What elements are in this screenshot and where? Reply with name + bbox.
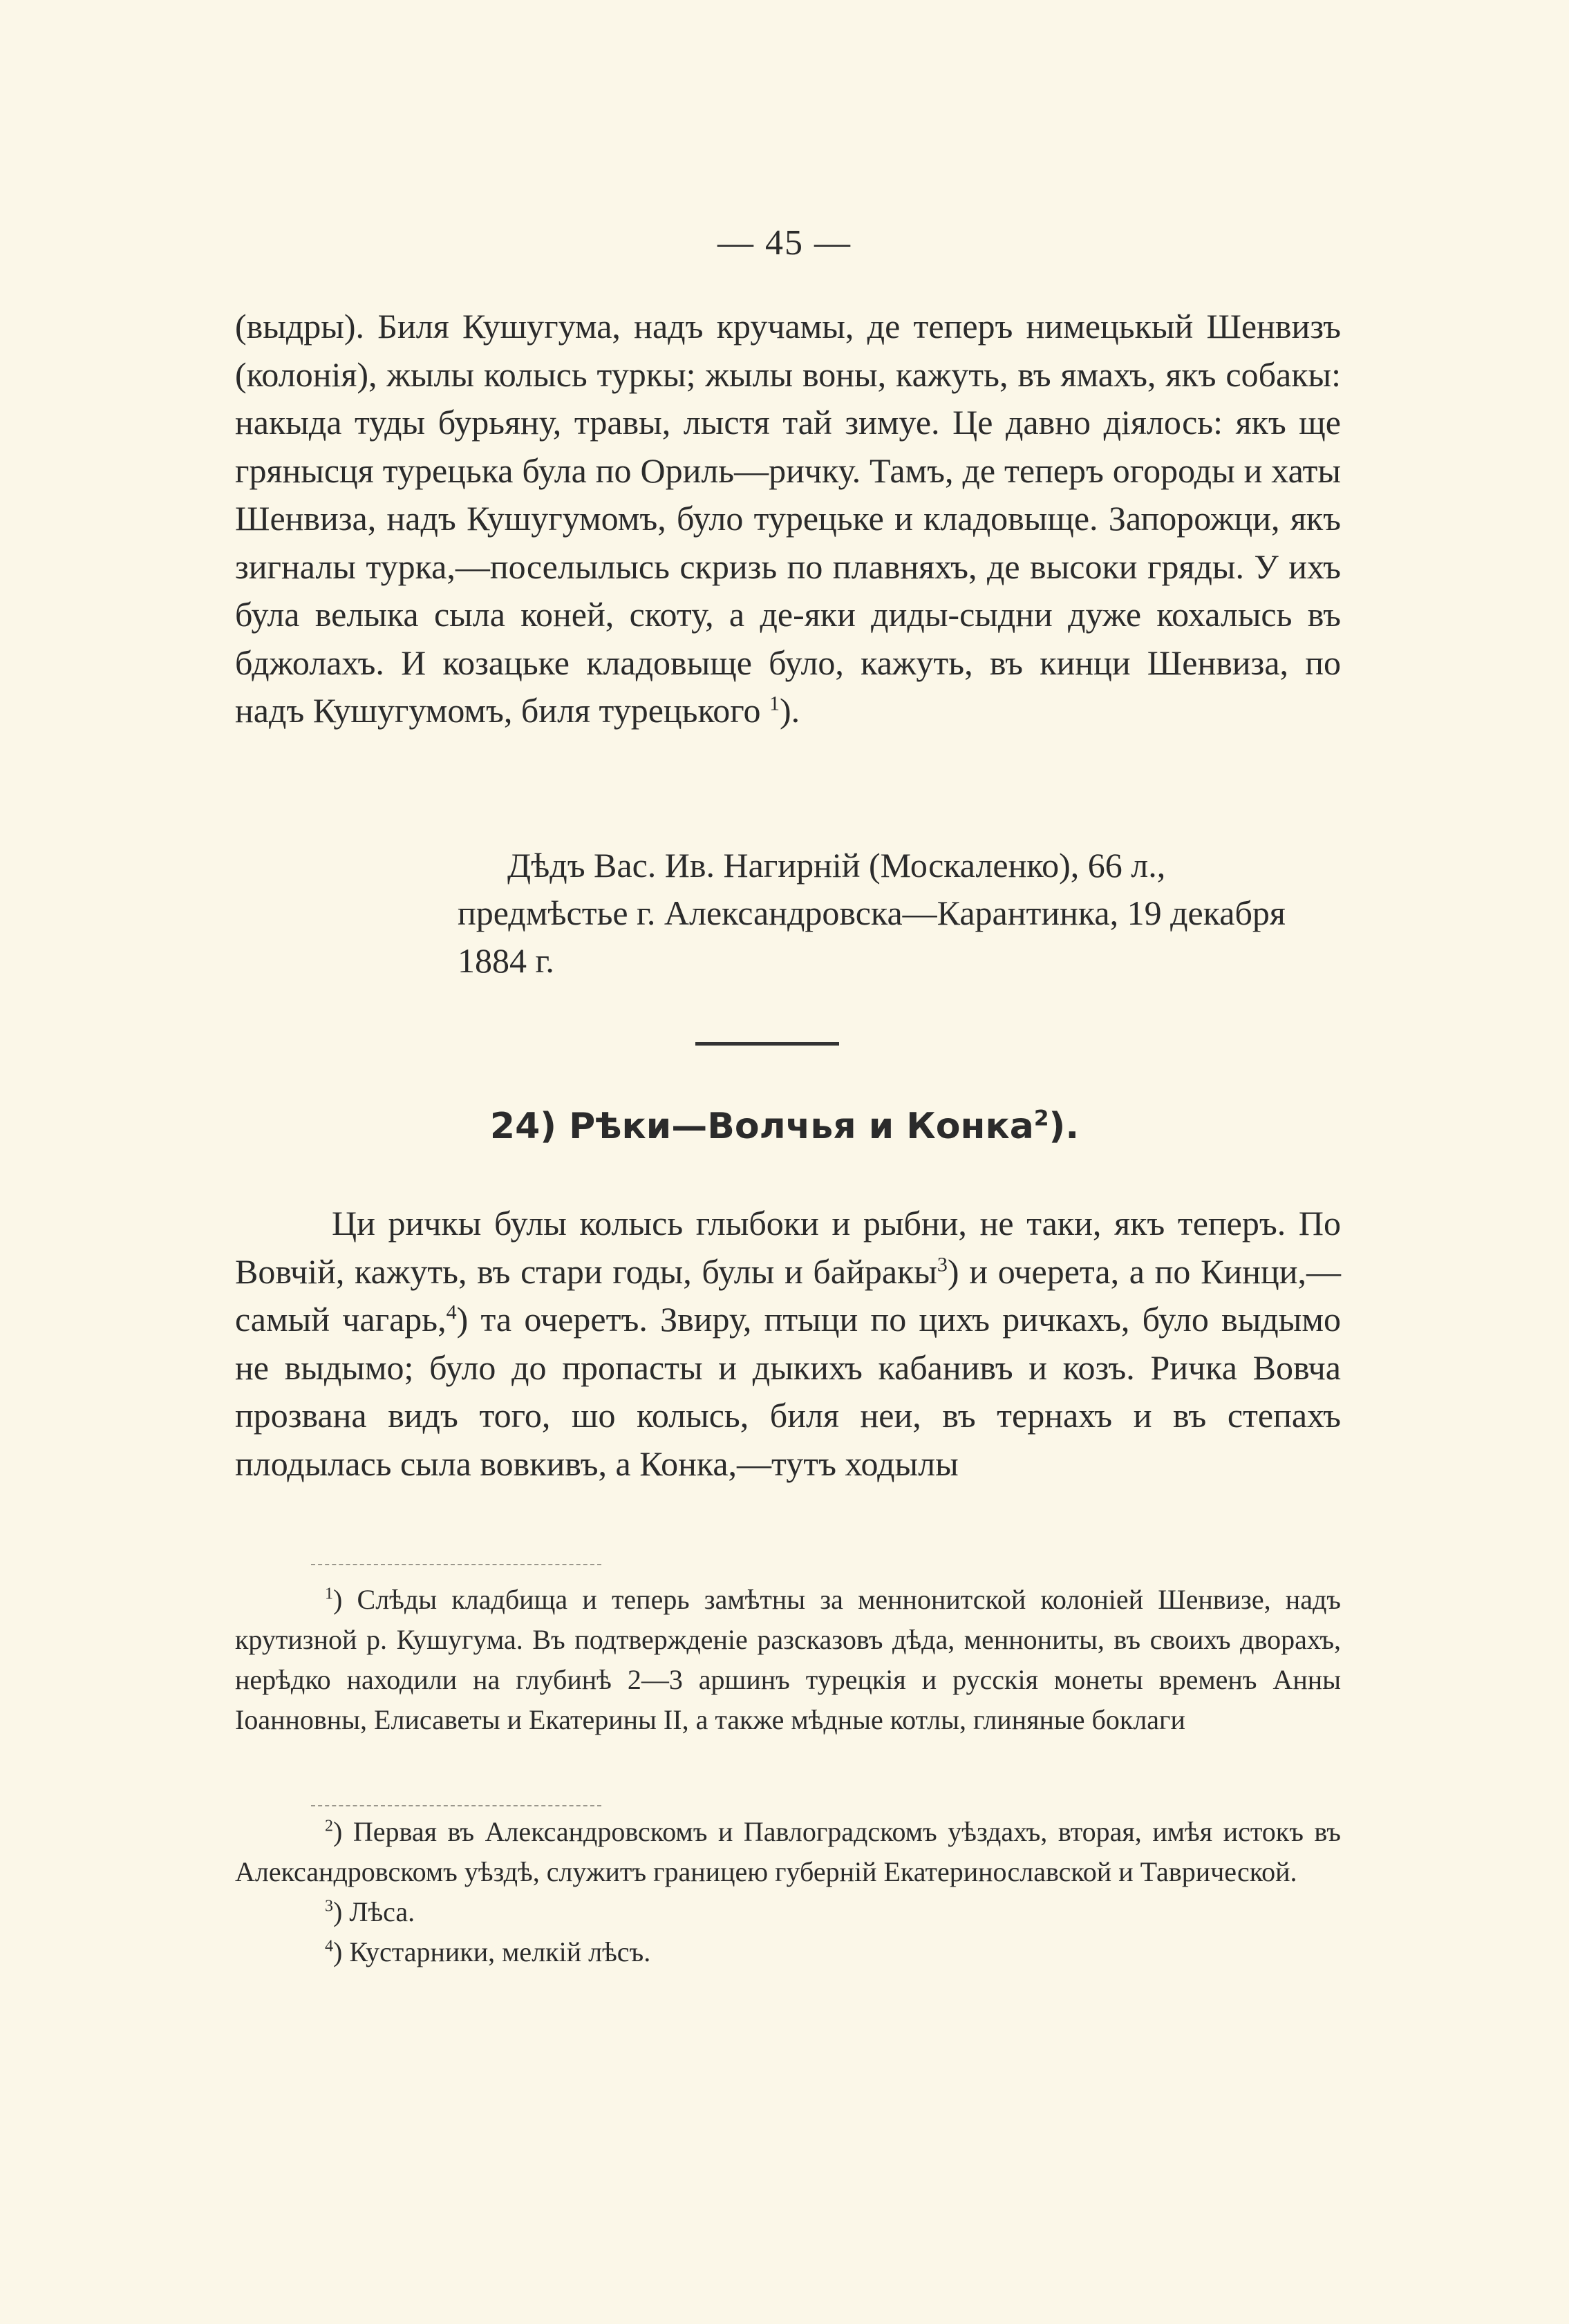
attribution-line: предмѣстье г. Александровска—Карантинка, 19 декабря 1884 г. [458,894,1286,980]
footnote-ref: 4 [446,1301,457,1324]
footnote-ref: 2 [1033,1106,1049,1131]
story-text-block [235,303,1341,735]
heading-text: 24) Рѣки—Волчья и Конка [489,1106,1034,1147]
section-text-block [235,1200,1341,1488]
paragraph-text: ) та очеретъ. Звиру, птыци по цихъ ричкахъ, було выдымо не выдымо; було до пропасты и дыкихъ кабанивъ и козъ. Ричка Вовча прозвана видъ того, шо колысь, биля неи, въ тернахъ и въ степахъ плодылась сыла вовкивъ, а Конка,—тутъ ходылы [235,1300,1341,1483]
attribution-line: Дѣдъ Вас. Ив. Нагирній (Москаленко), 66 л., [507,846,1166,885]
footnote-ref: 1 [769,692,780,715]
story-paragraph [235,303,1341,735]
footnote-text: ) Лѣса. [333,1896,415,1927]
footnote-1 [235,1580,1341,1740]
page-number: — 45 — [717,223,852,263]
paragraph-end: ). [779,691,800,730]
heading-end: ). [1049,1106,1080,1147]
section-heading [0,1106,1569,1147]
paragraph-text: ) и очерета, а по Кинци,—самый чагарь, [235,1251,1341,1339]
paragraph-text: (выдры). Биля Кушугума, надъ кручамы, де теперъ нимецькый Шенвизъ (колонія), жылы колысь туркы; жылы воны, кажуть, въ ямахъ, якъ собакы: накыда туды бурьяну, травы, лыстя тай зимуе. Це давно діялось: якъ ще грянысця турецька була по Ориль—ричку. Тамъ, де теперъ огороды и хаты Шенвиза, надъ Кушугумомъ, було турецьке и кладовыще. Запорожци, якъ зигналы турка,—поселылысь скризь по плавняхъ, де высоки гряды. У ихъ була велыка сыла коней, скоту, а де-яки диды-сыдни дуже кохалысь въ бджолахъ. И козацьке кладовыще було, кажуть, въ кинци Шенвиза, по надъ Кушугумомъ, биля турецького [235,307,1341,730]
footnote-4 [235,1932,1341,1972]
footnote-3 [235,1892,1341,1932]
footnote-mark: 2 [325,1817,333,1835]
section-paragraph [235,1200,1341,1488]
section-divider [695,1042,839,1046]
footnote-ref: 3 [937,1252,948,1276]
footnote-2 [235,1812,1341,1892]
footnote-mark: 3 [325,1897,333,1916]
footnote-text: ) Слѣды кладбища и теперь замѣтны за меннонитской колоніей Шенвизе, надъ крутизной р. Кушугума. Въ подтвержденіе разсказовъ дѣда, меннониты, въ своихъ дворахъ, нерѣдко находили на глубинѣ 2—3 аршинъ турецкія и русскія монеты временъ Анны Іоанновны, Елисаветы и Екатерины II, а также мѣдные котлы, глиняные боклаги [235,1584,1341,1735]
footnotes-block [235,1812,1341,1972]
footnote-separator [311,1564,601,1565]
footnote-mark: 4 [325,1937,333,1956]
footnotes-block [235,1580,1341,1740]
paragraph-text: Ци ричкы булы колысь глыбоки и рыбни, не таки, якъ теперъ. По Вовчій, кажуть, въ стари годы, булы и байракы [235,1204,1341,1291]
informant-attribution [458,842,1342,985]
footnote-text: ) Кустарники, мелкій лѣсъ. [333,1936,651,1967]
footnote-separator [311,1805,601,1806]
footnote-mark: 1 [325,1585,333,1603]
footnote-text: ) Первая въ Александровскомъ и Павлоградскомъ уѣздахъ, вторая, имѣя истокъ въ Александровскомъ уѣздѣ, служитъ границею губерній Екатеринославской и Таврической. [235,1816,1341,1887]
